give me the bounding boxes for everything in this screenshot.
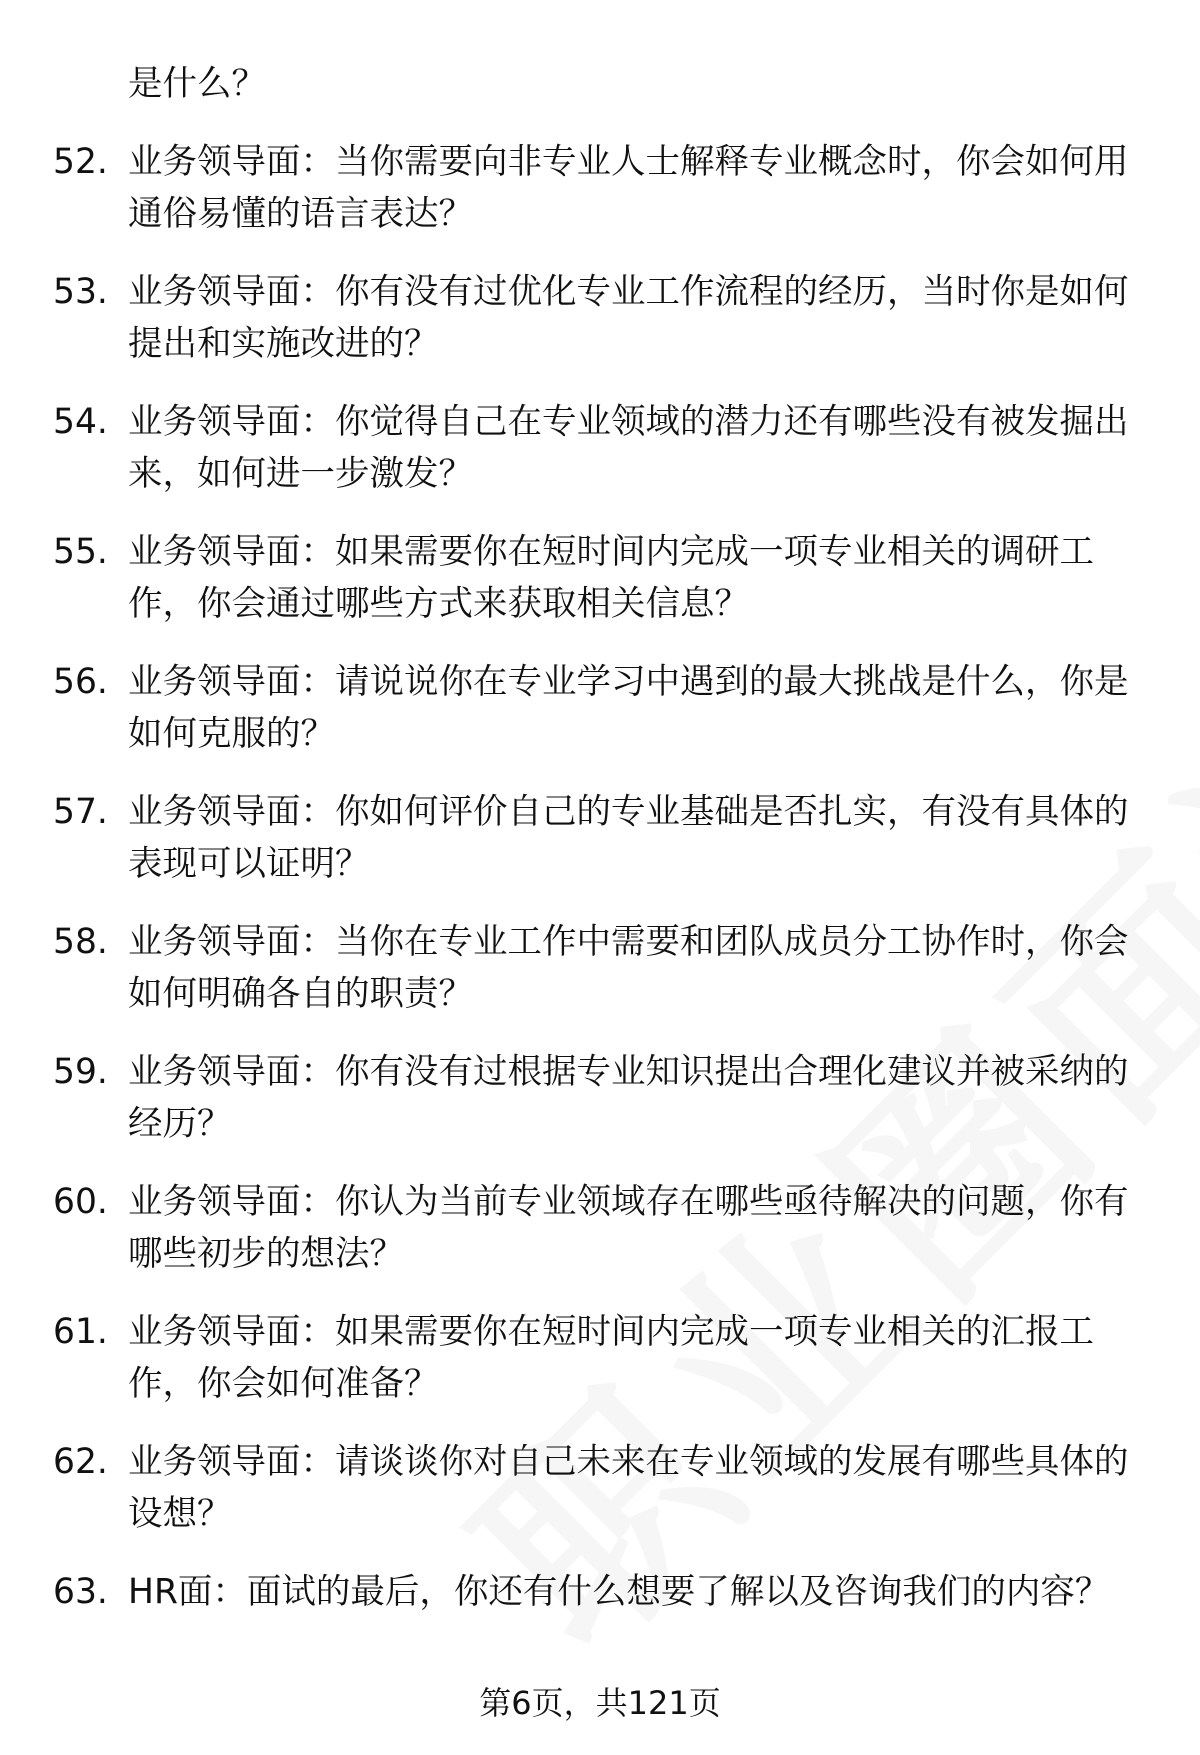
item-number: 55. xyxy=(53,532,108,572)
item-number: 62. xyxy=(53,1442,108,1482)
item-text: 业务领导面：如果需要你在短时间内完成一项专业相关的调研工作，你会通过哪些方式来获取相关信息？ xyxy=(128,532,1094,624)
item-number: 58. xyxy=(53,922,108,962)
list-item xyxy=(0,136,1138,240)
list-item xyxy=(0,916,1138,1020)
list-item xyxy=(0,1176,1138,1280)
item-text: 业务领导面：你觉得自己在专业领域的潜力还有哪些没有被发掘出来，如何进一步激发？ xyxy=(128,402,1129,494)
item-text: 业务领导面：你如何评价自己的专业基础是否扎实，有没有具体的表现可以证明？ xyxy=(128,792,1129,884)
item-number: 63. xyxy=(53,1572,108,1612)
continuation-text: 是什么？ xyxy=(128,64,266,104)
list-item xyxy=(0,1046,1138,1150)
list-item xyxy=(0,526,1138,630)
item-text: 业务领导面：当你需要向非专业人士解释专业概念时，你会如何用通俗易懂的语言表达？ xyxy=(128,142,1129,234)
item-number: 54. xyxy=(53,402,108,442)
item-text: 业务领导面：你认为当前专业领域存在哪些亟待解决的问题，你有哪些初步的想法？ xyxy=(128,1182,1129,1274)
list-item xyxy=(0,656,1138,760)
item-number: 52. xyxy=(53,142,108,182)
item-text: 业务领导面：请说说你在专业学习中遇到的最大挑战是什么，你是如何克服的？ xyxy=(128,662,1129,754)
list-item xyxy=(0,396,1138,500)
item-text: 业务领导面：请谈谈你对自己未来在专业领域的发展有哪些具体的设想？ xyxy=(128,1442,1129,1534)
item-text: 业务领导面：你有没有过根据专业知识提出合理化建议并被采纳的经历？ xyxy=(128,1052,1129,1144)
item-number: 53. xyxy=(53,272,108,312)
list-item xyxy=(0,1566,1138,1618)
page-footer: 第6页，共121页 xyxy=(479,1684,721,1722)
item-text: 业务领导面：当你在专业工作中需要和团队成员分工协作时，你会如何明确各自的职责？ xyxy=(128,922,1129,1014)
question-list xyxy=(0,58,1200,1644)
item-text: 业务领导面：如果需要你在短时间内完成一项专业相关的汇报工作，你会如何准备？ xyxy=(128,1312,1094,1404)
item-number: 57. xyxy=(53,792,108,832)
item-number: 56. xyxy=(53,662,108,702)
list-item xyxy=(0,1306,1138,1410)
item-number: 61. xyxy=(53,1312,108,1352)
list-item xyxy=(0,266,1138,370)
list-item xyxy=(0,786,1138,890)
item-number: 59. xyxy=(53,1052,108,1092)
item-text: 业务领导面：你有没有过优化专业工作流程的经历，当时你是如何提出和实施改进的？ xyxy=(128,272,1129,364)
item-text: HR面：面试的最后，你还有什么想要了解以及咨询我们的内容？ xyxy=(128,1572,1110,1612)
item-number: 60. xyxy=(53,1182,108,1222)
list-item xyxy=(0,1436,1138,1540)
